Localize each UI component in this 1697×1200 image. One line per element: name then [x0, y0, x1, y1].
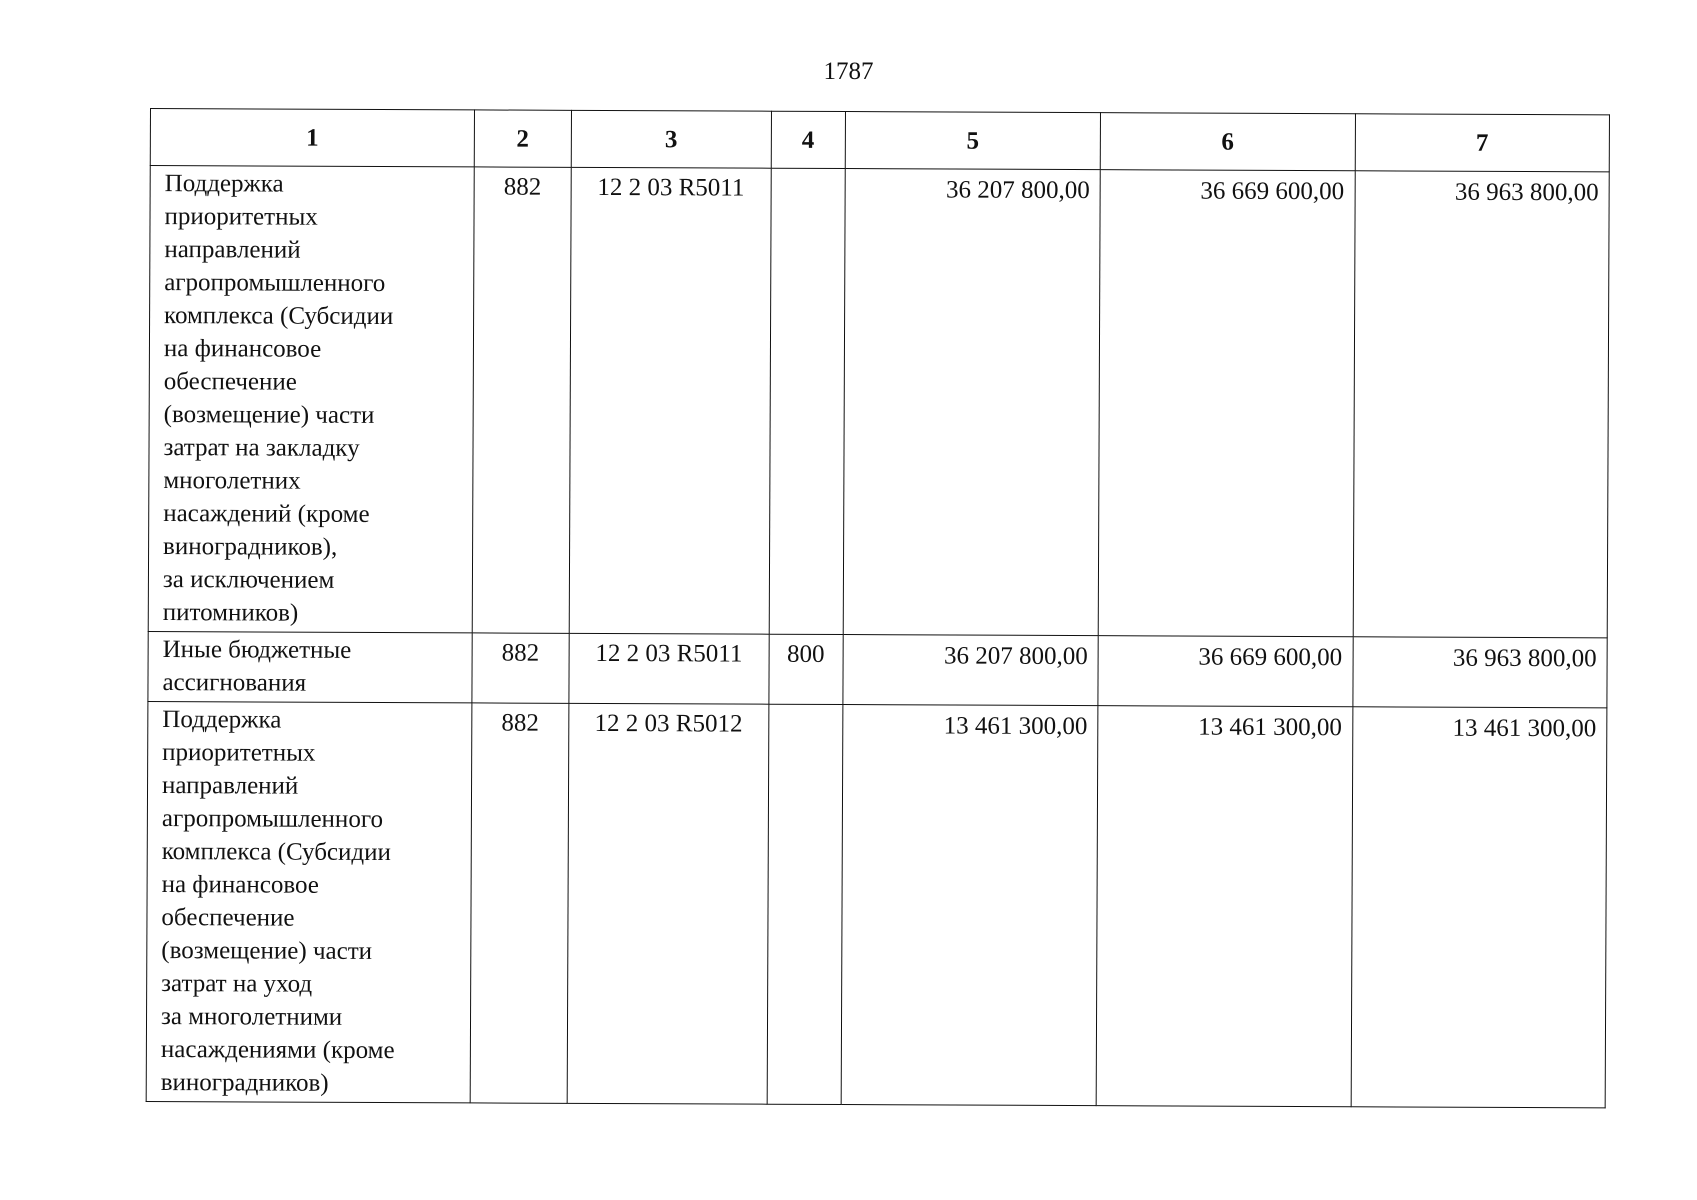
row-name-line: обеспечение [163, 368, 297, 396]
row-name-line: затрат на закладку [163, 434, 360, 462]
row-name-line: агропромышленного [161, 805, 384, 834]
target-code-cell: 12 2 03 R5011 [569, 633, 769, 704]
row-name-line: комплекса (Субсидии [164, 302, 394, 331]
row-name-line: Поддержка [164, 170, 284, 198]
amount-col7-cell: 36 963 800,00 [1352, 637, 1607, 708]
amount-col5-cell: 13 461 300,00 [841, 705, 1098, 1106]
row-name-line: (возмещение) части [163, 401, 375, 429]
row-name-line: на финансовое [163, 335, 322, 363]
row-name-line: комплекса (Субсидии [161, 838, 391, 867]
row-name-line: Иные бюджетные [162, 636, 352, 664]
target-code-cell: 12 2 03 R5011 [569, 167, 771, 634]
admin-code-cell: 882 [470, 703, 568, 1103]
amount-col6-cell: 36 669 600,00 [1098, 170, 1354, 637]
amount-col5-cell: 36 207 800,00 [843, 169, 1101, 636]
expense-kind-cell [767, 704, 843, 1104]
page-number: 1787 [823, 58, 874, 85]
row-name-line: направлений [161, 772, 299, 800]
header-row [150, 109, 1609, 172]
column-header-4: 4 [771, 111, 845, 168]
column-header-1: 1 [150, 109, 474, 167]
column-header-6: 6 [1100, 113, 1355, 171]
amount-col6-cell: 13 461 300,00 [1096, 706, 1352, 1107]
row-name-line: затрат на уход [161, 970, 313, 998]
row-name-line: питомников) [162, 599, 299, 627]
row-name-cell [146, 701, 472, 1102]
row-name-line: виноградников), [163, 533, 338, 561]
expense-kind-cell: 800 [769, 634, 843, 704]
table-row [148, 631, 1607, 707]
row-name-line: приоритетных [162, 739, 316, 767]
row-name-line: направлений [164, 236, 301, 264]
target-code-cell: 12 2 03 R5012 [567, 703, 769, 1104]
column-header-3: 3 [571, 110, 771, 168]
table-row [148, 166, 1609, 638]
admin-code-cell: 882 [472, 633, 569, 703]
row-name-line: насаждений (кроме [163, 500, 370, 528]
table-row [146, 701, 1607, 1107]
amount-col5-cell: 36 207 800,00 [843, 635, 1099, 706]
budget-table [146, 108, 1610, 1108]
amount-col7-cell: 13 461 300,00 [1351, 707, 1607, 1108]
expense-kind-cell [769, 168, 845, 634]
amount-col6-cell: 36 669 600,00 [1098, 636, 1353, 707]
row-name-line: за исключением [162, 566, 335, 594]
row-name-line: обеспечение [161, 904, 295, 932]
row-name-line: Поддержка [162, 706, 282, 734]
row-name-line: за многолетними [160, 1003, 343, 1031]
row-name-line: приоритетных [164, 203, 318, 231]
column-header-5: 5 [845, 112, 1101, 170]
amount-col7-cell: 36 963 800,00 [1353, 171, 1609, 638]
row-name-line: на финансовое [161, 871, 319, 899]
row-name-line: многолетних [163, 467, 301, 495]
row-name-cell [148, 631, 472, 702]
row-name-line: ассигнования [162, 669, 307, 697]
row-name-line: насаждениями (кроме [160, 1036, 395, 1065]
row-name-line: (возмещение) части [161, 937, 373, 965]
column-header-7: 7 [1355, 114, 1610, 172]
admin-code-cell: 882 [472, 167, 571, 633]
column-header-2: 2 [474, 110, 571, 167]
row-name-cell [148, 166, 474, 633]
row-name-line: виноградников) [160, 1069, 329, 1097]
row-name-line: агропромышленного [164, 269, 386, 298]
